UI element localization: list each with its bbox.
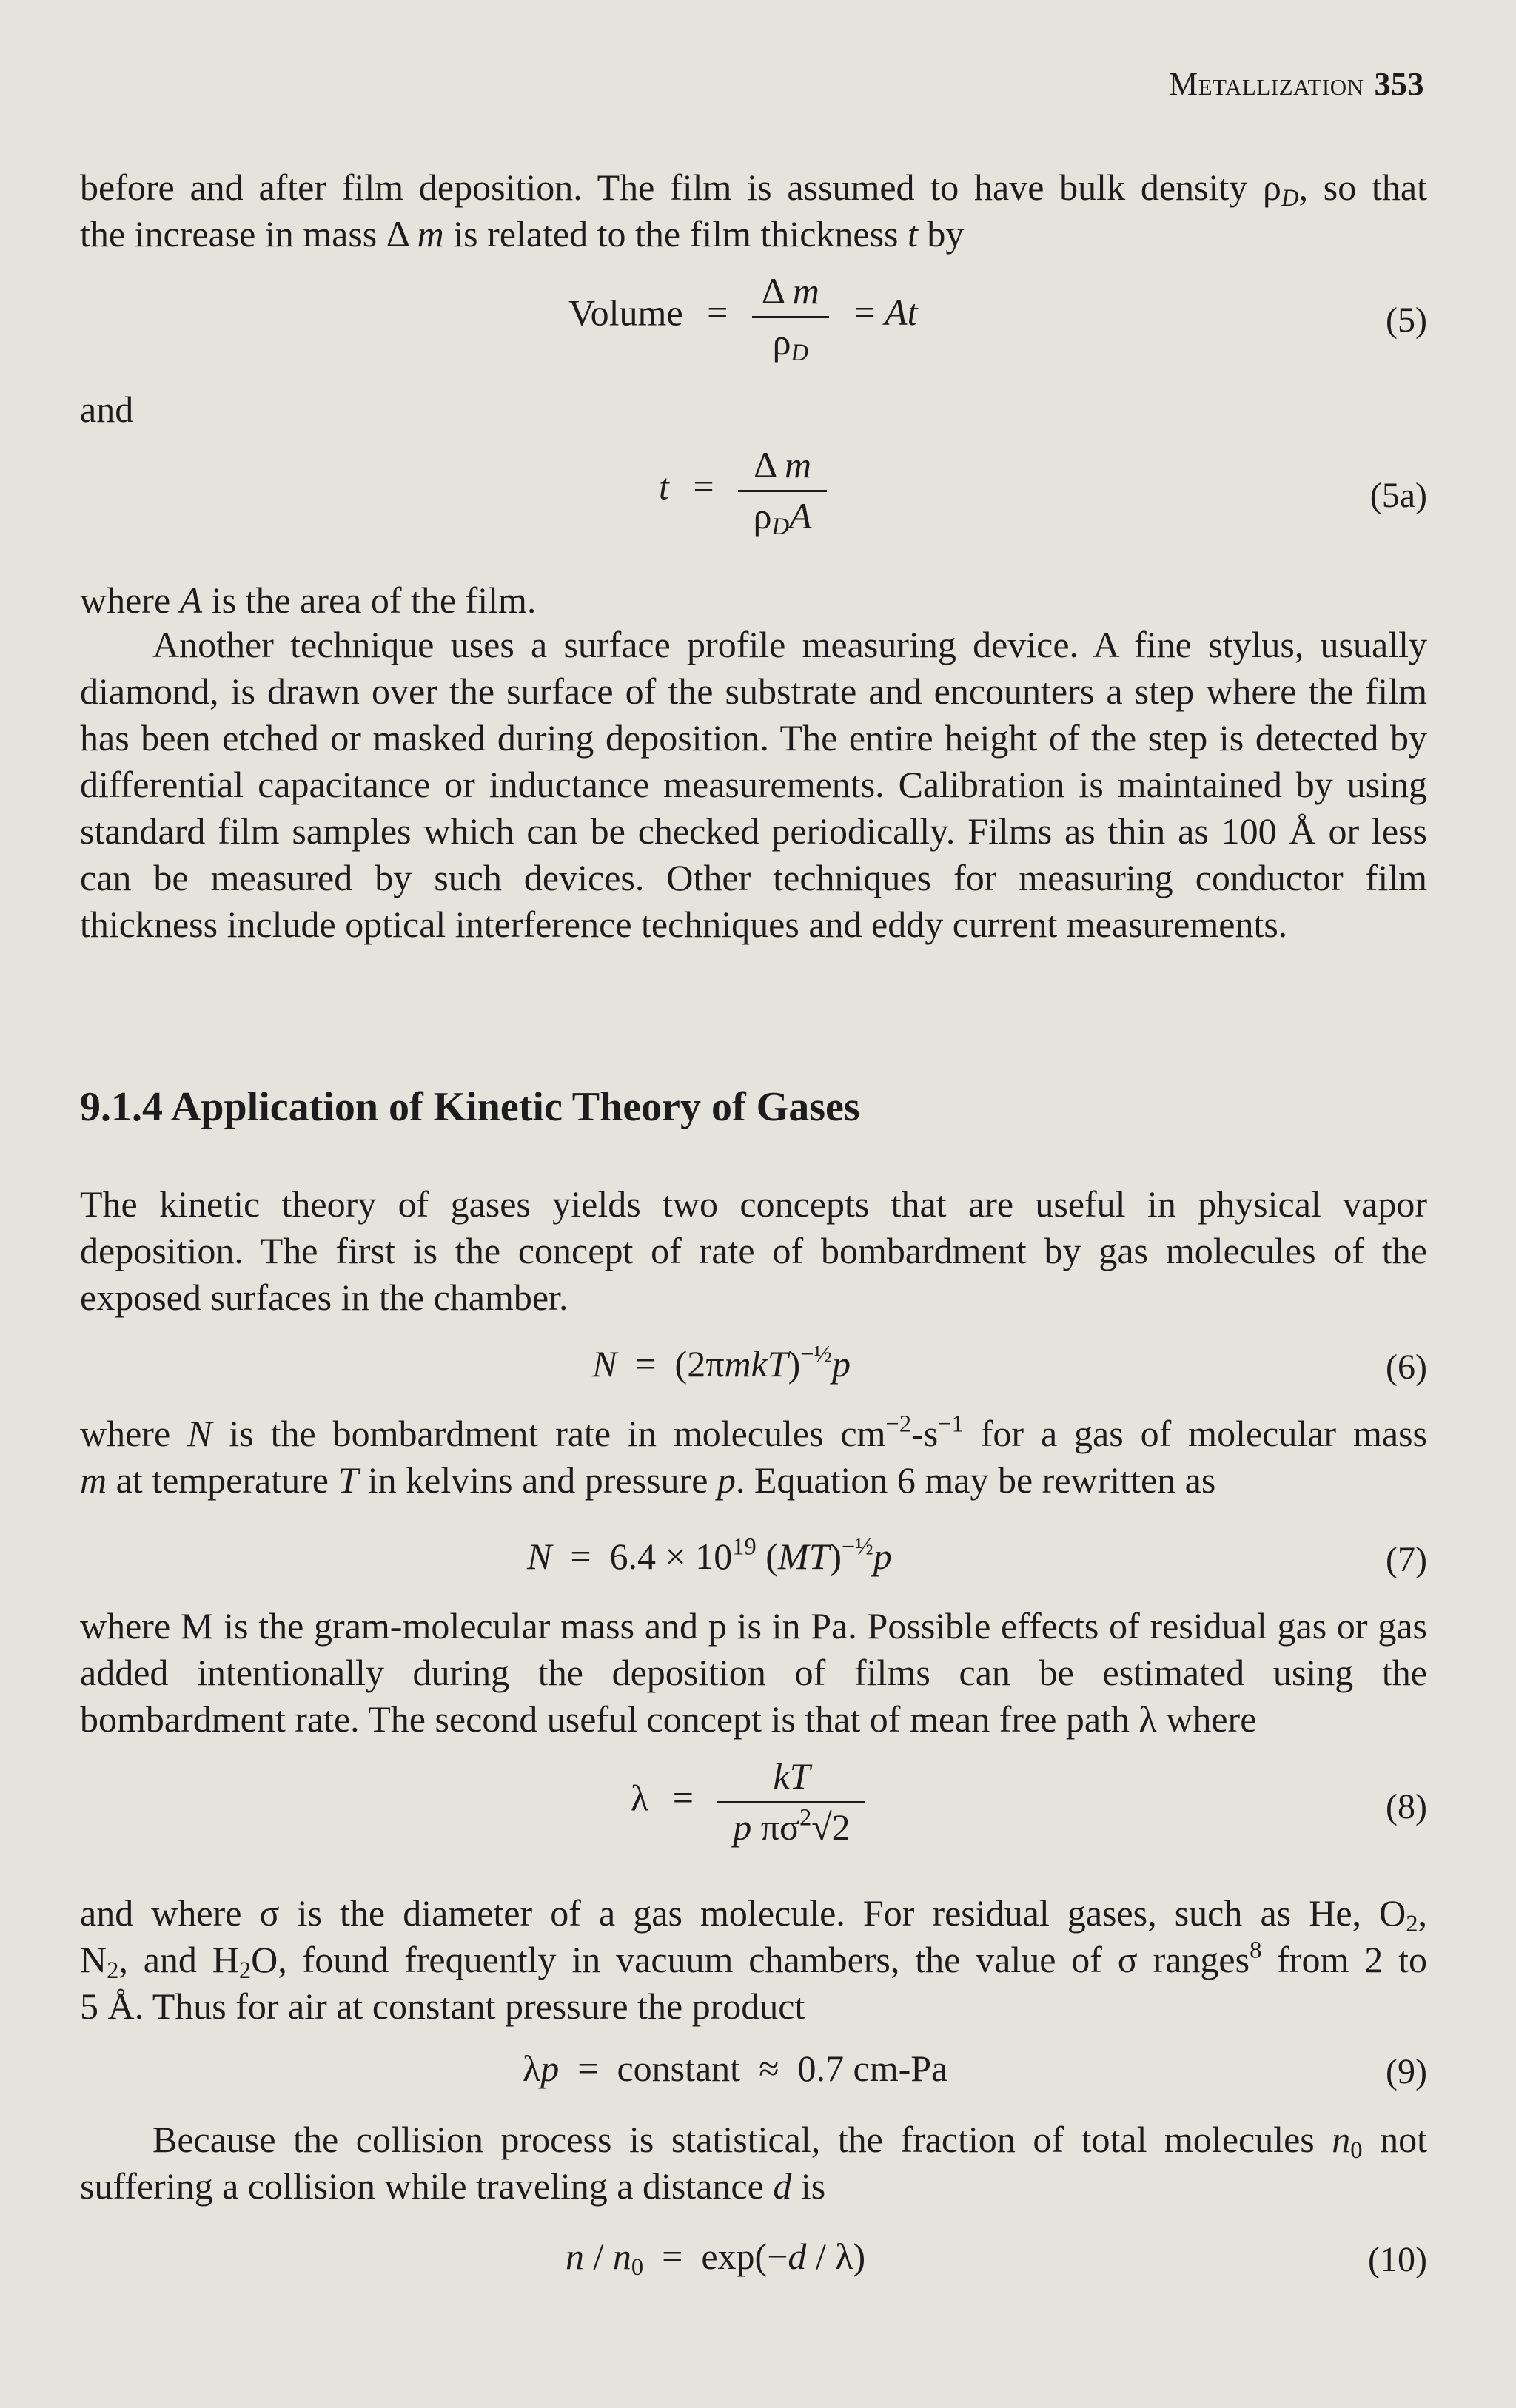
equation-5a-number: (5a) xyxy=(1369,476,1427,515)
eq5-numerator: Δ m xyxy=(761,270,819,312)
page-number: 353 xyxy=(1374,66,1424,102)
equation-5 xyxy=(568,270,918,366)
eq5a-denominator: $\rho_DA$ xyxy=(753,494,812,540)
equation-5a xyxy=(659,444,827,540)
equation-7: $N = 6.4 \times 10^{19}$ (MT)$^{-\frac{1}{2}}$p xyxy=(527,1533,892,1577)
eq5-rhs: = At xyxy=(854,292,918,334)
eq8-numerator: kT xyxy=(773,1755,811,1797)
eq5-lhs: Volume xyxy=(568,292,683,334)
paragraph-after-6-line2: m at temperature T in kelvins and pressure p. Equation 6 may be rewritten as xyxy=(80,1459,1216,1501)
eq5-equals: = xyxy=(707,292,728,334)
paragraph-intro: before and after film deposition. The film is assumed to have bulk density $\rho_D$, so that xyxy=(80,167,1427,212)
eq8-lhs: λ xyxy=(631,1777,649,1819)
equation-8-number: (8) xyxy=(1386,1787,1427,1826)
eq5a-numerator: Δ m xyxy=(754,444,812,485)
equation-10: $n / n_0 = \exp(-d / \lambda)$ xyxy=(566,2236,866,2281)
eq8-denominator: p $\pi\sigma^2√2$ xyxy=(733,1804,851,1848)
eq5-denominator: $\rho_D$ xyxy=(772,320,809,366)
eq5-fraction xyxy=(752,270,829,366)
running-head xyxy=(1169,65,1424,103)
paragraph-collision-line2: suffering a collision while traveling a distance d is xyxy=(80,2165,826,2207)
paragraph-collision: Because the collision process is statistical, the fraction of total molecules $n_0$ not xyxy=(152,2119,1427,2165)
paragraph-kinetic: The kinetic theory of gases yields two concepts that are useful in physical vapor deposition. The first is the concept of rate of bombardment by gas molecules of the exposed surfaces in the chamber. xyxy=(80,1183,1427,1318)
running-title: Metallization xyxy=(1168,66,1364,102)
paragraph-after-7: where M is the gram-molecular mass and p is in Pa. Possible effects of residual gas or gas added intentionally during the deposition of films can be estimated using the bombardment rate. The second useful concept is that of mean free path λ where xyxy=(80,1605,1427,1740)
paragraph-after-6: where N is the bombardment rate in molecules $cm^{-2}-s^{-1}$ for a gas of molecular mass xyxy=(80,1410,1427,1454)
equation-8 xyxy=(631,1755,865,1849)
paragraph-where-a: where A is the area of the film. xyxy=(80,579,537,621)
paragraph-after-8: and where σ is the diameter of a gas molecule. For residual gases, such as He, $O_2$, xyxy=(80,1892,1427,1938)
equation-6-number: (6) xyxy=(1386,1348,1427,1387)
word-and: and xyxy=(80,389,134,430)
section-heading: 9.1.4 Application of Kinetic Theory of Gases xyxy=(80,1084,860,1130)
paragraph-intro-line2: the increase in mass Δ m is related to the film thickness t by xyxy=(80,213,965,255)
paragraph-after-8-line3: 5 Å. Thus for air at constant pressure the product xyxy=(80,1985,805,2027)
equation-9-number: (9) xyxy=(1386,2052,1427,2091)
equation-10-number: (10) xyxy=(1368,2240,1427,2279)
equation-6: $N = (2\pi mkT)^{-\frac{1}{2}}p$ xyxy=(592,1341,851,1385)
eq5a-fraction xyxy=(738,444,827,540)
eq8-fraction xyxy=(717,1755,865,1849)
eq5a-lhs: t xyxy=(659,465,669,508)
paragraph-profile: Another technique uses a surface profile measuring device. A fine stylus, usually diamond, is drawn over the surface of the substrate and encounters a step where the film has been etched or masked during deposition. The entire height of the step is detected by differential capacitance or inductance measurements. Calibration is maintained by using standard film samples which can be checked periodically. Films as thin as 100 Å or less can be measured by such devices. Other techniques for measuring conductor film thickness include optical interference techniques and eddy current measurements. xyxy=(80,624,1427,945)
eq5a-equals: = xyxy=(693,465,714,508)
equation-7-number: (7) xyxy=(1386,1540,1427,1579)
paragraph-after-8-line2: $N_2$, and $H_2O$, found frequently in vacuum chambers, the value of σ ranges$^8$ from 2 to xyxy=(80,1937,1427,1985)
eq8-equals: = xyxy=(672,1777,694,1819)
equation-5-number: (5) xyxy=(1386,300,1427,340)
equation-9: λp = constant ≈ 0.7 cm-Pa xyxy=(523,2048,948,2089)
